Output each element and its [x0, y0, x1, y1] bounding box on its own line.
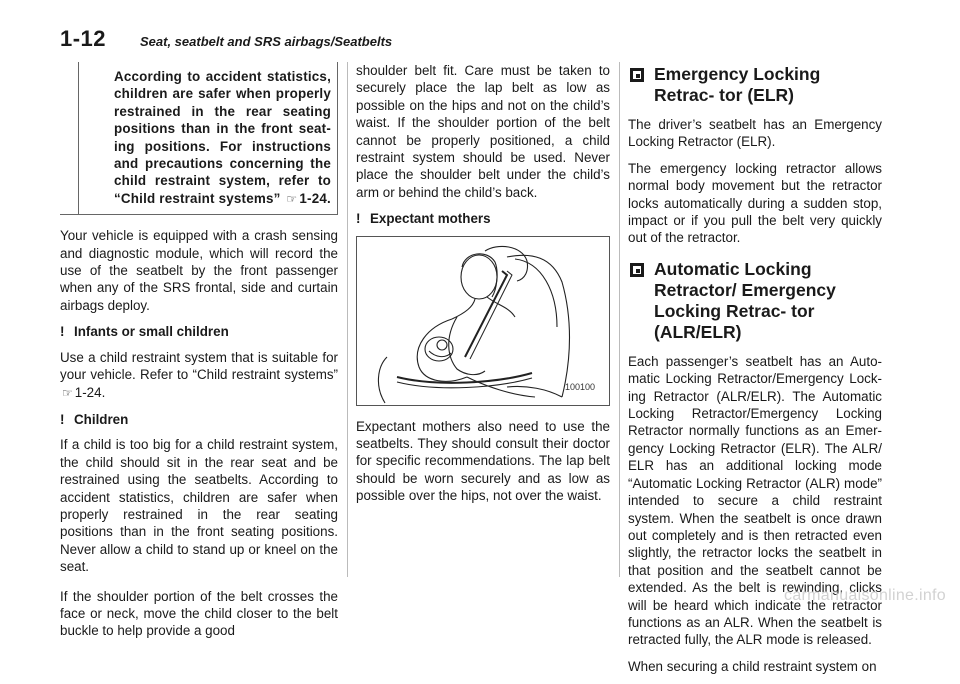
chapter-title: Seat, seatbelt and SRS airbags/Seatbelts — [140, 34, 393, 49]
bullet-icon: ! — [60, 324, 65, 340]
section-heading: Automatic Locking Retractor/ Emergency Locking Retrac- tor (ALR/ELR) — [628, 259, 882, 343]
column-middle — [356, 62, 610, 514]
figure-code: 100100 — [564, 382, 595, 393]
watermark: carmanualsonline.info — [784, 587, 946, 604]
note-box — [60, 62, 338, 215]
page-reference-icon: ☞ — [62, 385, 73, 400]
page-number: 1-12 — [60, 26, 107, 51]
column-left — [60, 62, 338, 649]
page-header — [60, 22, 900, 62]
paragraph: Your vehicle is equipped with a crash sensing and diagnostic module, which will record the use of the seatbelt by the front passenger when any of the SRS frontal, side and curtain airbags deploy. — [60, 228, 338, 313]
paragraph: If the shoulder portion of the belt crosses the face or neck, move the child closer to the belt buckle to help provide a good — [60, 588, 338, 639]
bullet-icon: ! — [356, 211, 361, 227]
section-marker-icon — [630, 68, 644, 82]
paragraph: Expectant mothers also need to use the seatbelts. They should consult their doctor for specific recommendations. The lap belt should be worn securely and as low as possible over the hips, not over the waist. — [356, 418, 610, 504]
page-reference-link[interactable]: 1-24. — [299, 190, 331, 206]
paragraph: If a child is too big for a child restraint system, the child should sit in the rear seat and be restrained using the seatbelts. According to accident statistics, children are safer when properly restrained in the rear seating positions than in the front seating positions. Never allow a child to stand up or kneel on the seat. — [60, 437, 338, 575]
section-heading: Emergency Locking Retrac- tor (ELR) — [628, 64, 882, 106]
paragraph: shoulder belt fit. Care must be taken to securely place the lap belt as low as possible on the hips and not on the child’s waist. If the shoulder portion of the belt cannot be properly positioned, a child restraint system should be used. Never place the shoulder belt under the child’s arm or behind the child’s back. — [356, 63, 610, 200]
expectant-mother-illustration — [356, 236, 610, 406]
subheading: ! Expectant mothers — [356, 211, 491, 227]
subheading: ! Children — [60, 411, 129, 427]
subheading: ! Infants or small children — [60, 324, 229, 340]
column-divider — [347, 62, 348, 577]
paragraph: When securing a child restraint system on — [628, 658, 877, 674]
paragraph: The emergency locking retractor allows normal body movement but the retractor locks automatically during a sudden stop, impact or if you pull the belt very quickly out of the retractor. — [628, 160, 882, 246]
note-text: According to accident statistics, children are safer when properly restrained in the rear seating positions than in the front seat- ing positions. For instructions and precautions concerning the child restraint system, refer to “Child restraint systems” ☞ 1-24. — [114, 69, 331, 206]
bullet-icon: ! — [60, 411, 65, 427]
column-divider — [619, 62, 620, 577]
page-reference-icon: ☞ — [286, 191, 298, 206]
paragraph: The driver’s seatbelt has an Emergency Locking Retractor (ELR). — [628, 117, 882, 150]
section-marker-icon — [630, 263, 644, 277]
paragraph: Use a child restraint system that is suitable for your vehicle. Refer to “Child restraint systems” ☞ 1-24. — [60, 349, 338, 400]
page-reference-link[interactable]: 1-24. — [74, 384, 106, 400]
paragraph: Each passenger’s seatbelt has an Auto- matic Locking Retractor/Emergency Lock- ing Retractor (ALR/ELR). The Automatic Locking Retractor/Emergency Locking Retractor normally functions as an Emer- gency Locking Retractor (ELR). The ALR/ ELR has an additional locking mode “Automatic Locking Retractor (ALR) mode” intended to secure a child restraint system. When the seatbelt is once drawn out completely and is then retracted even slightly, the retractor locks the seatbelt in that position and the seatbelt cannot be extended. As the belt is rewinding, clicks will be heard which indicate the retractor functions as an ALR. When the seatbelt is retracted fully, the ALR mode is released. — [628, 353, 882, 648]
